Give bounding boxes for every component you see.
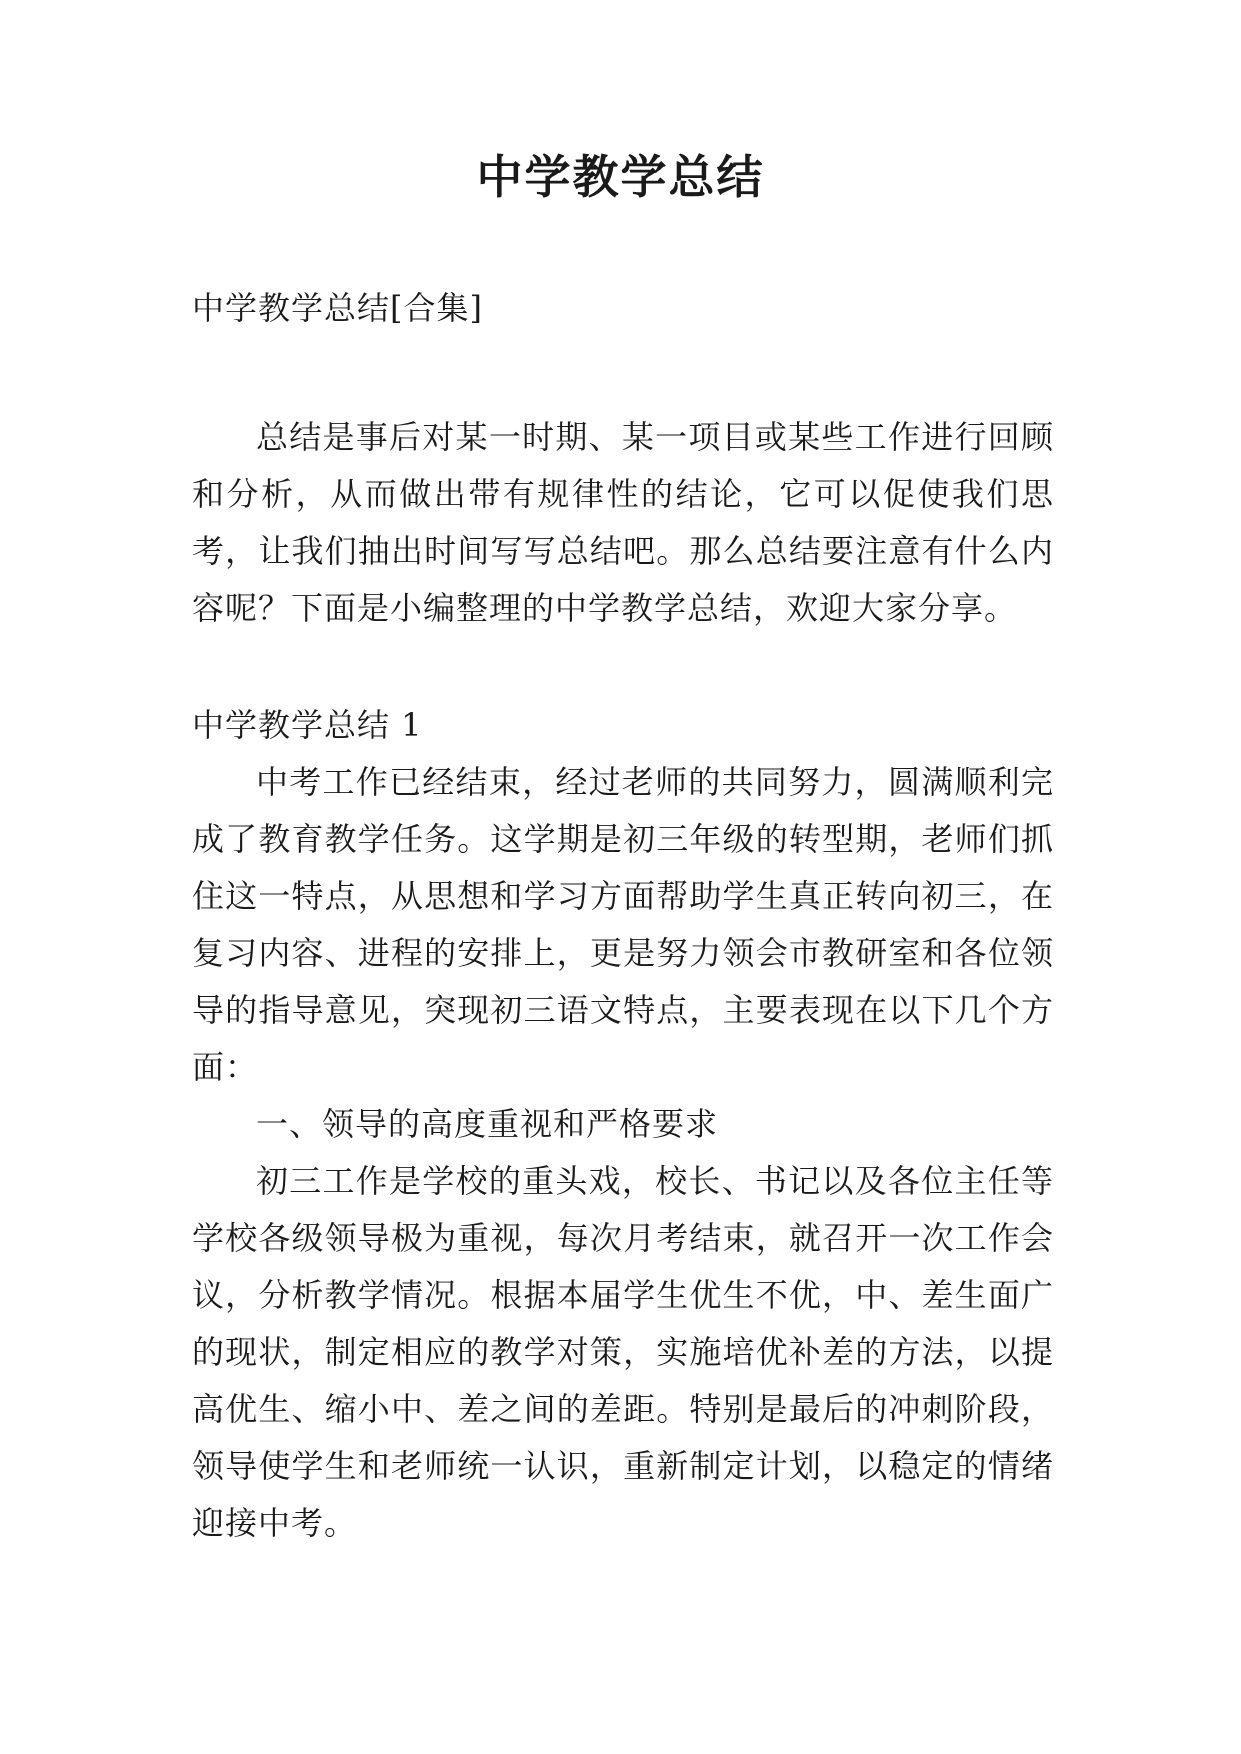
intro-paragraph: 总结是事后对某一时期、某一项目或某些工作进行回顾和分析，从而做出带有规律性的结论，它可以促使我们思考，让我们抽出时间写写总结吧。那么总结要注意有什么内容呢？下面是小编整理的中学教学总结，欢迎大家分享。 bbox=[192, 418, 1054, 627]
document-subtitle: 中学教学总结[合集] bbox=[192, 289, 483, 327]
point-heading: 一、领导的高度重视和严格要求 bbox=[256, 1105, 719, 1143]
section-heading: 中学教学总结 1 bbox=[192, 706, 423, 744]
spacer bbox=[192, 637, 1054, 697]
spacer bbox=[192, 337, 1054, 409]
document-title: 中学教学总结 bbox=[476, 150, 765, 204]
body-paragraph: 中考工作已经结束，经过老师的共同努力，圆满顺利完成了教育教学任务。这学期是初三年级的转型期，老师们抓住这一特点，从思想和学习方面帮助学生真正转向初三，在复习内容、进程的安排上，更是努力领会市教研室和各位领导的指导意见，突现初三语文特点，主要表现在以下几个方面： bbox=[192, 763, 1054, 1086]
document-body bbox=[192, 280, 1054, 1552]
body-paragraph: 初三工作是学校的重头戏，校长、书记以及各位主任等学校各级领导极为重视，每次月考结束，就召开一次工作会议，分析教学情况。根据本届学生优生不优，中、差生面广的现状，制定相应的教学对策，实施培优补差的方法，以提高优生、缩小中、差之间的差距。特别是最后的冲刺阶段，领导使学生和老师统一认识，重新制定计划，以稳定的情绪迎接中考。 bbox=[192, 1162, 1054, 1542]
